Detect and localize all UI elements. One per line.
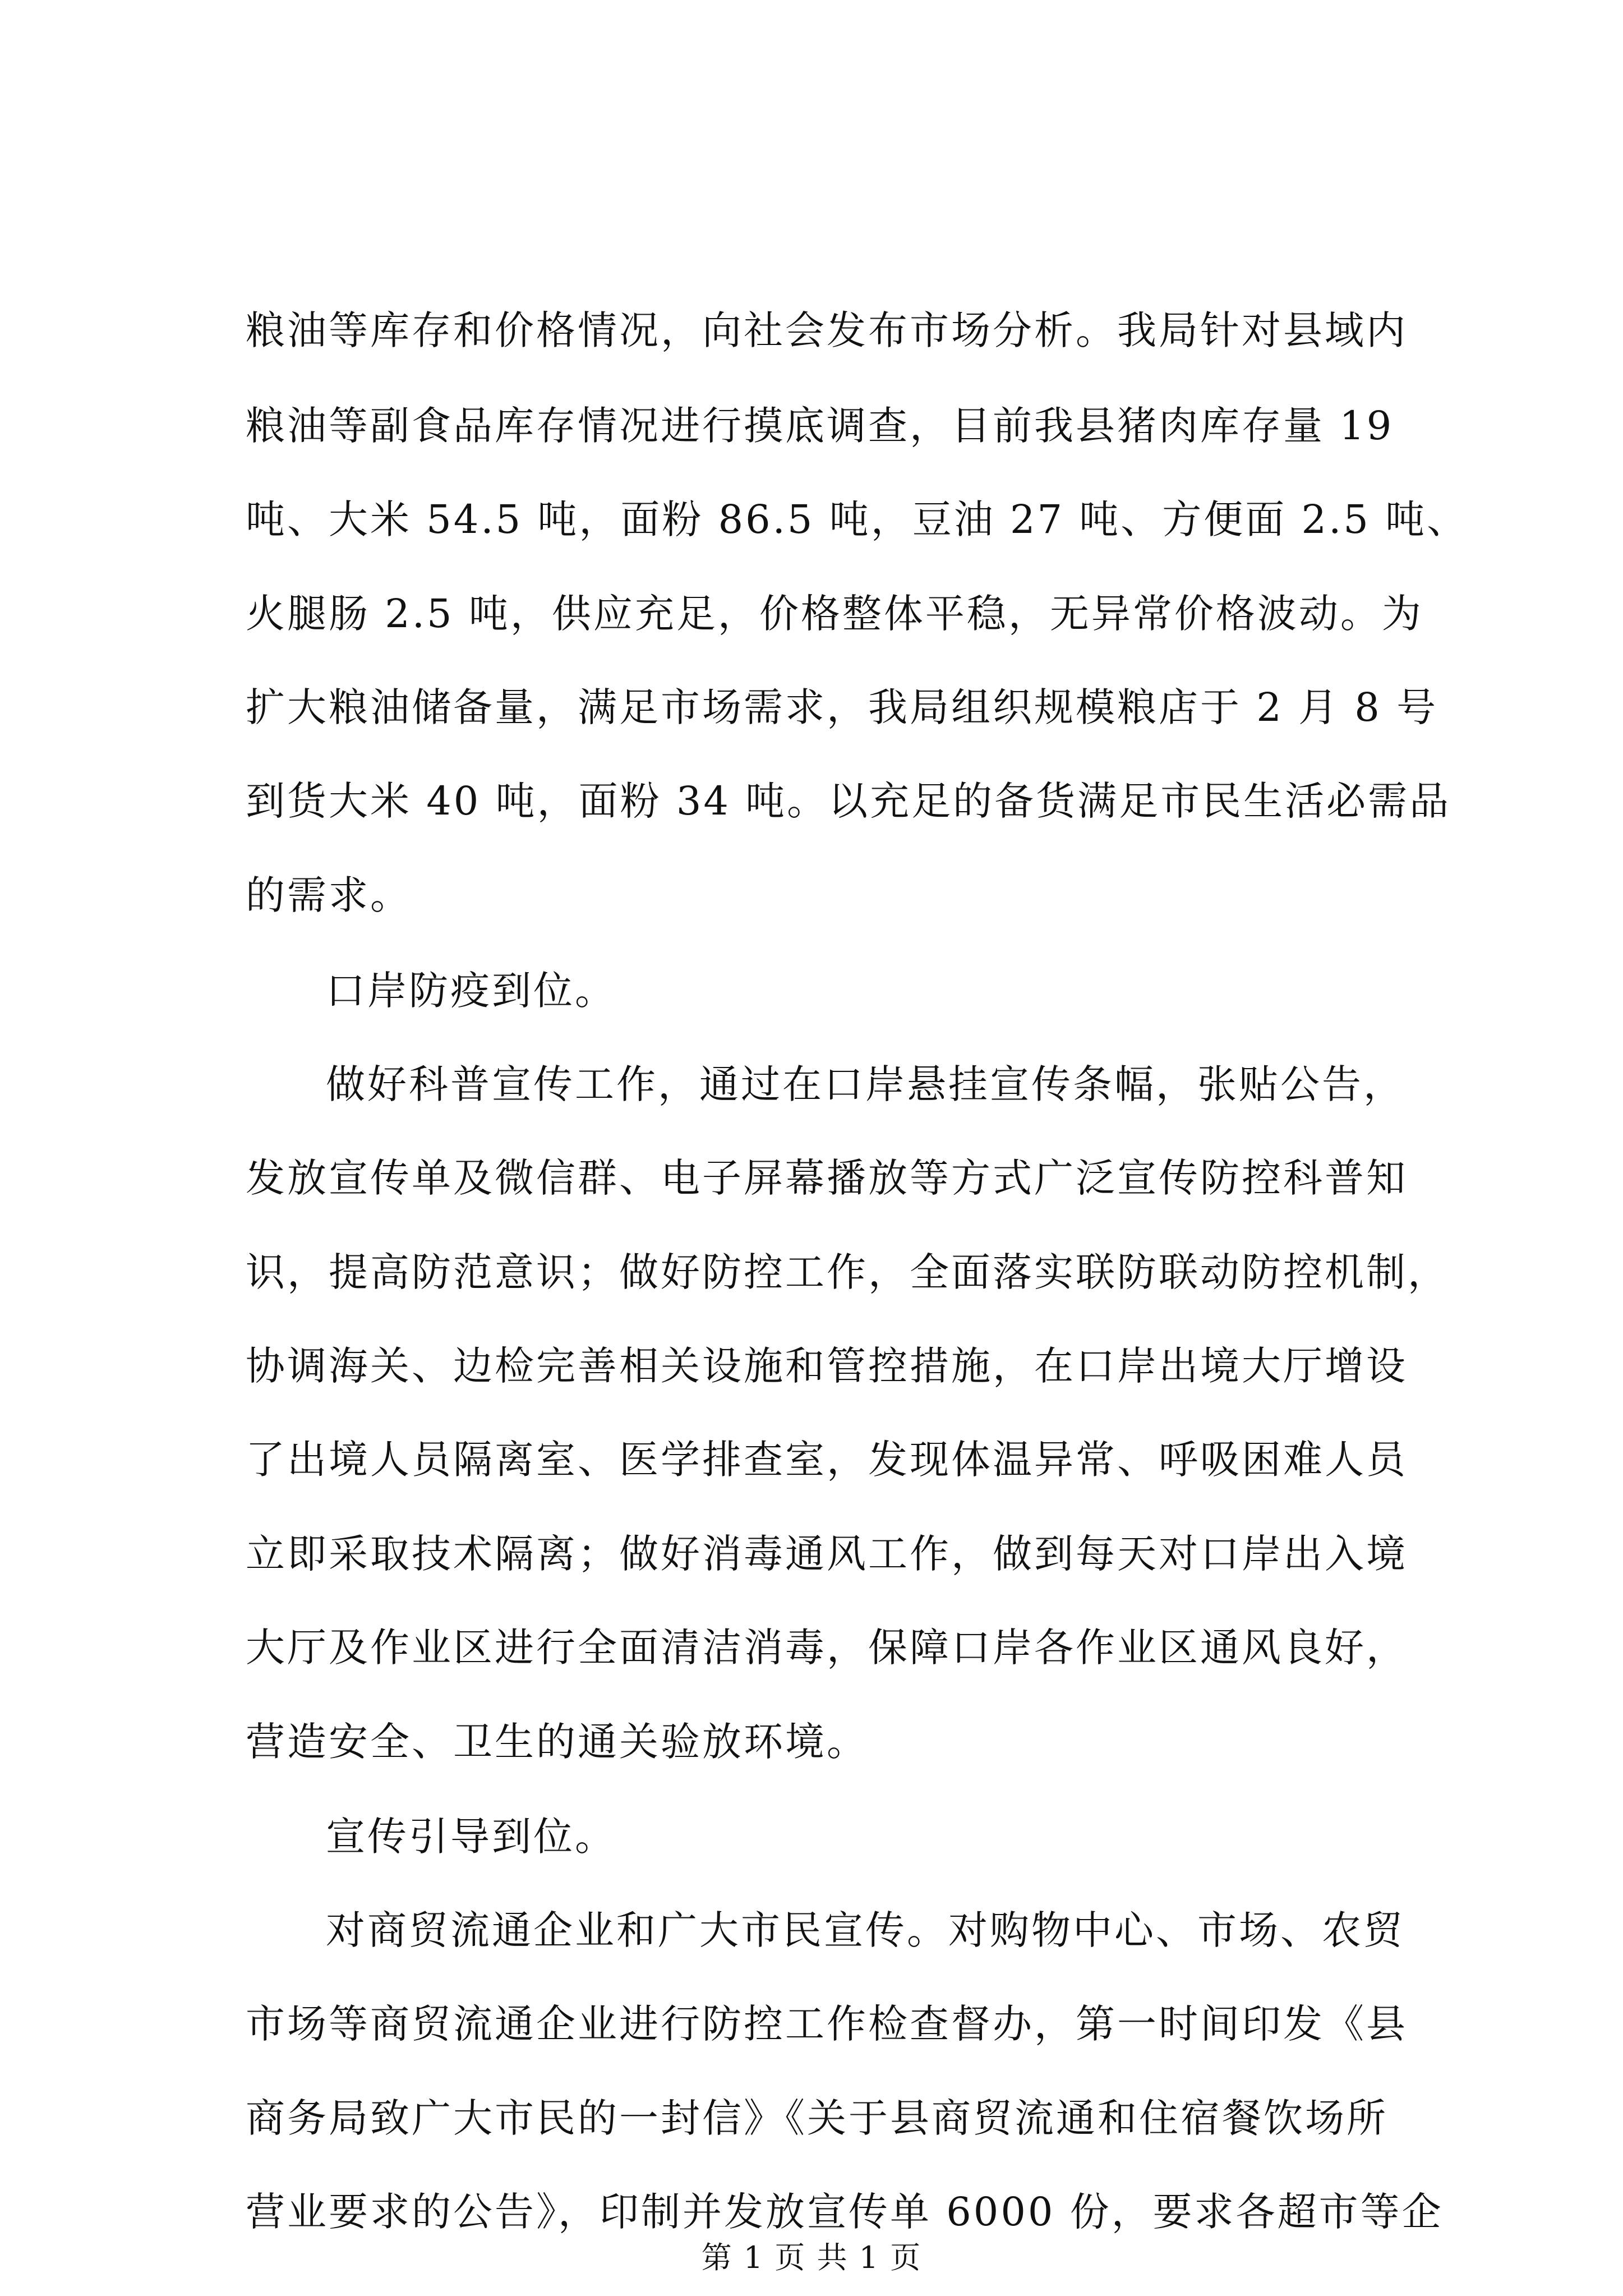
text-line: 粮油等库存和价格情况，向社会发布市场分析。我局针对县域内 [246,307,1408,353]
text-line: 到货大米 40 吨，面粉 34 吨。以充足的备货满足市民生活必需品 [246,778,1451,824]
text-line: 扩大粮油储备量，满足市场需求，我局组织规模粮店于 2 月 8 号 [246,684,1438,730]
text-line: 对商贸流通企业和广大市民宣传。对购物中心、市场、农贸 [326,1907,1405,1953]
text-line: 发放宣传单及微信群、电子屏幕播放等方式广泛宣传防控科普知 [246,1155,1408,1201]
text-line: 吨、大米 54.5 吨，面粉 86.5 吨，豆油 27 吨、方便面 2.5 吨、 [246,496,1469,542]
text-line: 商务局致广大市民的一封信》《关于县商贸流通和住宿餐饮场所 [246,2095,1388,2141]
text-line: 大厅及作业区进行全面清洁消毒，保障口岸各作业区通风良好， [246,1625,1408,1671]
text-line: 火腿肠 2.5 吨，供应充足，价格整体平稳，无异常价格波动。为 [246,591,1423,637]
text-line: 营造安全、卫生的通关验放环境。 [246,1719,868,1765]
section-heading: 宣传引导到位。 [326,1814,616,1860]
text-line: 营业要求的公告》，印制并发放宣传单 6000 份，要求各超市等企 [246,2189,1444,2235]
page-footer: 第 1 页 共 1 页 [701,2240,922,2275]
text-line: 做好科普宣传工作，通过在口岸悬挂宣传条幅，张贴公告， [326,1061,1405,1107]
section-heading: 口岸防疫到位。 [326,968,616,1014]
text-line: 了出境人员隔离室、医学排查室，发现体温异常、呼吸困难人员 [246,1437,1408,1483]
text-line: 市场等商贸流通企业进行防控工作检查督办，第一时间印发《县 [246,2001,1408,2047]
text-line: 粮油等副食品库存情况进行摸底调查，目前我县猪肉库存量 19 [246,403,1394,449]
text-line: 协调海关、边检完善相关设施和管控措施，在口岸出境大厅增设 [246,1343,1408,1389]
text-line: 立即采取技术隔离；做好消毒通风工作，做到每天对口岸出入境 [246,1531,1408,1577]
text-line: 的需求。 [246,872,412,918]
text-line: 识，提高防范意识；做好防控工作，全面落实联防联动防控机制， [246,1249,1449,1295]
